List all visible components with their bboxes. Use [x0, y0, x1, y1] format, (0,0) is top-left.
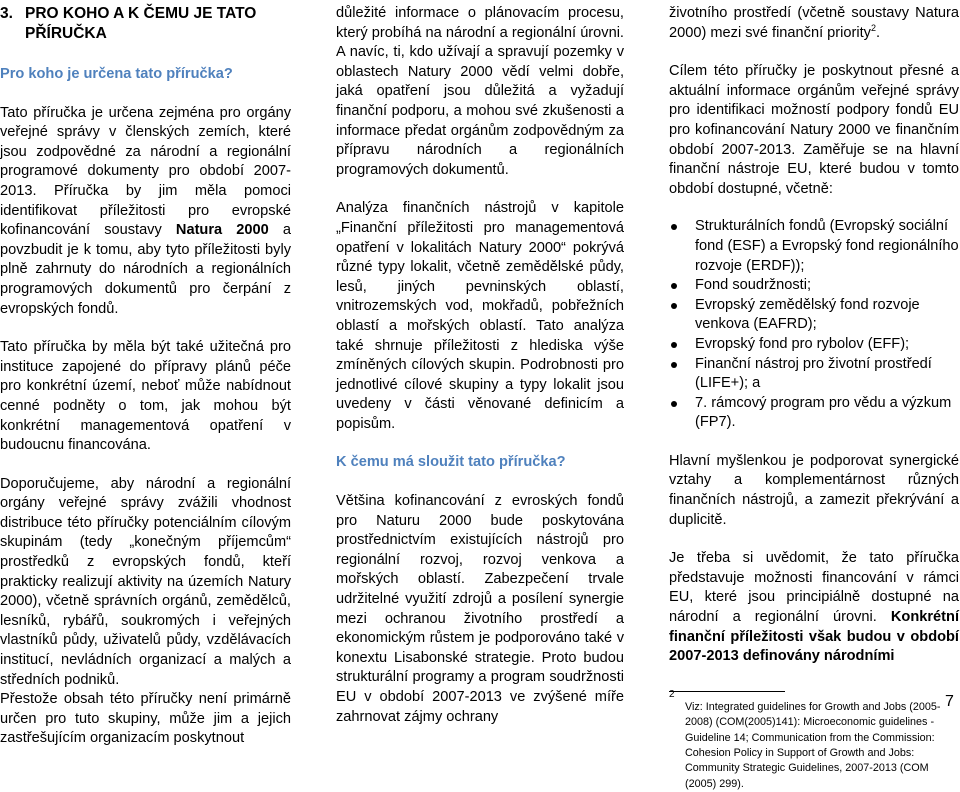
list-item: Finanční nástroj pro životní prostředí (LIFE+); a	[669, 355, 959, 394]
list-item: Evropský fond pro rybolov (EFF);	[669, 335, 959, 355]
paragraph-institutions: Tato příručka by měla být také užitečná pro instituce zapojené do přípravy plánů péče pro konkrétní území, neboť může nabídnout cenné podněty o tom, jak mohou být konkrétní managementová opatření v budoucnu financována.	[0, 339, 291, 454]
column-middle	[336, 4, 624, 727]
section-number: 3.	[0, 5, 13, 22]
list-item: Strukturálních fondů (Evropský sociální fond (ESF) a Evropský fond regionálního rozvoje (ERDF));	[669, 217, 959, 276]
paragraph-aim: Cílem této příručky je poskytnout přesné a aktuální informace orgánům veřejné správy pro identifikaci možností podpory fondů EU pro kofinancování Natury 2000 ve finančním období 2007-2013. Zaměřuje se na hlavní finanční nástroje EU, které budou v tomto období dostupné, včetně:	[669, 63, 959, 197]
column-left	[0, 4, 291, 749]
paragraph-recommendation: Doporučujeme, aby národní a regionální orgány veřejné správy zvážili vhodnost distribuce této příručky potenciálním cílovým skupinám (tedy „konečným příjemcům“ prostředků z evropských fondů, kteří prakticky realizují aktivity na územích Natury 2000), včetně správních orgánů, zemědělců, lesníků, rybářů, soukromých i veřejných vlastníků půdy, uživatelů půdy, vzdělávacích institucí, nevládních organizací a malých a středních podniků.	[0, 475, 291, 688]
section-title-line2: PŘÍRUČKA	[25, 25, 107, 42]
funds-list	[669, 217, 959, 433]
paragraph-purpose: Tato příručka je určena zejména pro orgány veřejné správy v členských zemích, které jsou zodpovědné za národní a regionální programové dokumenty pro období 2007-2013. Příručka by jim měla pomoci identifikovat příležitosti pro evropské kofinancování soustavy Natura 2000 a povzbudit je k tomu, aby tyto příležitosti byly plně zahrnuty do národních a regionálních programových dokumentů pro čerpání z evropských fondů.	[0, 104, 291, 317]
paragraph-priorities: životního prostředí (včetně soustavy Natura 2000) mezi své finanční priority$^2$.	[669, 5, 959, 41]
national-emphasis: Konkrétní finanční příležitosti však budou v období 2007-2013 definovány národními	[669, 609, 959, 665]
list-item: Fond soudržnosti;	[669, 276, 959, 296]
subheading-why: K čemu má sloužit tato příručka?	[336, 454, 566, 471]
paragraph-target-groups: Přestože obsah této příručky není primárně určen pro tuto skupiny, může jim a jejich zastřešujícím organizacím poskytnout	[0, 691, 291, 747]
footnote-divider	[669, 691, 785, 692]
column-right	[669, 4, 959, 792]
footnote: 2 Viz: Integrated guidelines for Growth and Jobs (2005-2008) (COM(2005)141): Microeconomic guidelines - Guideline 14; Communication from the Commission: Cohesion Policy in Support of Growth and Jobs: Community Strategic Guidelines, 2007-2013 (COM (2005) 299).	[669, 688, 941, 790]
list-item: 7. rámcový program pro vědu a výzkum (FP7).	[669, 394, 959, 433]
paragraph-analysis: Analýza finančních nástrojů v kapitole „Finanční příležitosti pro managementová opatření v lokalitách Natury 2000“ pokrývá různé typy lokalit, včetně zemědělské půdy, lesů, jiných pevninských oblastí, vnitrozemských vod, mokřadů, pobřežních oblastí a mořských oblastí. Tato analýza také shrnuje příležitosti z hlediska výše zmíněných cílových skupin. Podrobnosti pro jednotlivé cílové skupiny a typy lokalit jsou uvedeny v části věnované definicím a popisům.	[336, 200, 624, 432]
natura-emphasis: Natura 2000	[175, 222, 269, 239]
page-number: 7	[945, 693, 954, 710]
paragraph-cofinancing: Většina kofinancování z evroských fondů pro Naturu 2000 bude poskytována prostřednictvím existujících nástrojů pro regionální rozvoj, rozvoj venkova a mořských oblastí. Zabezpečení trvale udržitelné využití zdrojů a posílení synergie mezi ochranou životního prostředí a ekonomickým růstem je podporováno také v konextu Lisabonské strategie. Proto budou strukturální programy a program soudržnosti EU v období 2007-2013 ve zvýšené míře zahrnovat zájmy ochrany	[336, 493, 624, 725]
section-heading	[0, 4, 291, 44]
paragraph-national: Je třeba si uvědomit, že tato příručka představuje možnosti financování v rámci EU, které jsou principiálně dostupné na národní a regionální úrovni. Konkrétní finanční příležitosti však budou v období 2007-2013 definovány národními	[669, 550, 959, 665]
subheading-who: Pro koho je určena tato příručka?	[0, 66, 233, 82]
list-item: Evropský zemědělský fond rozvoje venkova (EAFRD);	[669, 296, 959, 335]
footnote-reference: 2	[870, 22, 876, 33]
section-title-line1: PRO KOHO A K ČEMU JE TATO	[25, 5, 257, 22]
paragraph-planning-info: důležité informace o plánovacím procesu, který probíhá na národní a regionální úrovni. A navíc, ti, kdo užívají a spravují pozemky v oblastech Natury 2000 vědí velmi dobře, jaká opatření jsou důležitá a vyžadují finanční podporu, a mohou své zkušenosti a informace předat orgánům zodpovědným za přípravu národních a regionálních programových dokumentů.	[336, 5, 624, 178]
footnote-text: Viz: Integrated guidelines for Growth and Jobs (2005-2008) (COM(2005)141): Microeconomic guidelines - Guideline 14; Communication from the Commission: Cohesion Policy in Support of Growth and Jobs: Community Strategic Guidelines, 2007-2013 (COM (2005) 299).	[685, 700, 941, 790]
paragraph-synergy: Hlavní myšlenkou je podporovat synergické vztahy a komplementárnost různých finančních nástrojů, a zamezit překrývání a duplicitě.	[669, 452, 959, 528]
